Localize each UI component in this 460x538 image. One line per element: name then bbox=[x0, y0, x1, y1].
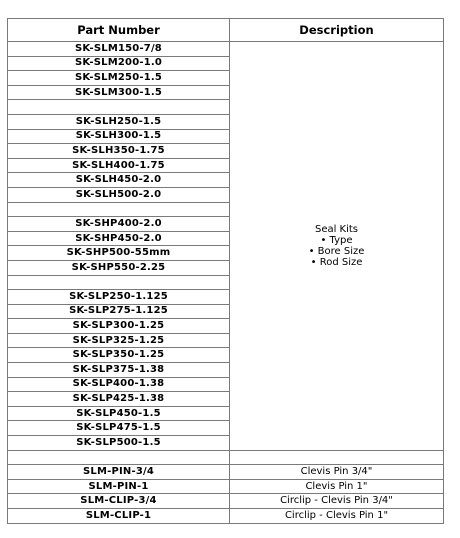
part-number-cell: SLM-CLIP-3/4 bbox=[8, 494, 230, 509]
part-number-cell: SK-SHP400-2.0 bbox=[8, 217, 230, 232]
part-number-cell: SK-SLH250-1.5 bbox=[8, 114, 230, 129]
part-number-header: Part Number bbox=[8, 19, 230, 42]
header-row bbox=[8, 19, 444, 42]
table-row bbox=[8, 494, 444, 509]
part-number-cell: SLM-PIN-3/4 bbox=[8, 465, 230, 480]
separator-row bbox=[8, 450, 444, 465]
part-number-cell: SLM-CLIP-1 bbox=[8, 509, 230, 524]
description-cell: Clevis Pin 3/4" bbox=[230, 465, 444, 480]
part-number-cell: SK-SLM150-7/8 bbox=[8, 42, 230, 57]
part-number-cell: SK-SLP375-1.38 bbox=[8, 363, 230, 378]
description-cell: Circlip - Clevis Pin 1" bbox=[230, 509, 444, 524]
part-number-cell: SK-SLH300-1.5 bbox=[8, 129, 230, 144]
seal-kit-bullet: • Type bbox=[320, 234, 353, 246]
part-number-cell: SK-SLP500-1.5 bbox=[8, 436, 230, 451]
part-number-cell: SK-SLP350-1.25 bbox=[8, 348, 230, 363]
description-cell: Circlip - Clevis Pin 3/4" bbox=[230, 494, 444, 509]
table-row bbox=[8, 42, 444, 57]
part-number-cell: SK-SLP275-1.125 bbox=[8, 304, 230, 319]
seal-kit-bullet: • Rod Size bbox=[310, 256, 363, 268]
part-number-cell: SK-SLH500-2.0 bbox=[8, 187, 230, 202]
part-number-cell: SK-SHP550-2.25 bbox=[8, 260, 230, 275]
part-number-cell: SK-SHP500-55mm bbox=[8, 246, 230, 261]
description-cell: Clevis Pin 1" bbox=[230, 479, 444, 494]
part-number-cell: SK-SLP425-1.38 bbox=[8, 392, 230, 407]
table-row bbox=[8, 465, 444, 480]
table-row bbox=[8, 479, 444, 494]
part-number-cell: SK-SLP475-1.5 bbox=[8, 421, 230, 436]
blank-cell bbox=[8, 202, 230, 217]
table-body bbox=[8, 42, 444, 524]
description-header: Description bbox=[230, 19, 444, 42]
part-number-cell: SK-SLP300-1.25 bbox=[8, 319, 230, 334]
part-number-cell: SK-SHP450-2.0 bbox=[8, 231, 230, 246]
blank-cell bbox=[8, 100, 230, 115]
part-number-cell: SK-SLH400-1.75 bbox=[8, 158, 230, 173]
blank-cell bbox=[8, 450, 230, 465]
part-number-cell: SK-SLP450-1.5 bbox=[8, 406, 230, 421]
seal-kit-bullet: • Bore Size bbox=[308, 245, 365, 257]
seal-kit-title: Seal Kits bbox=[314, 223, 359, 235]
part-number-cell: SK-SLP250-1.125 bbox=[8, 290, 230, 305]
parts-table bbox=[7, 18, 444, 524]
blank-cell bbox=[8, 275, 230, 290]
part-number-cell: SK-SLM300-1.5 bbox=[8, 85, 230, 100]
blank-cell bbox=[230, 450, 444, 465]
table-row bbox=[8, 509, 444, 524]
part-number-cell: SK-SLH450-2.0 bbox=[8, 173, 230, 188]
part-number-cell: SLM-PIN-1 bbox=[8, 479, 230, 494]
part-number-cell: SK-SLH350-1.75 bbox=[8, 144, 230, 159]
part-number-cell: SK-SLM200-1.0 bbox=[8, 56, 230, 71]
seal-kit-description-cell bbox=[230, 42, 444, 451]
part-number-cell: SK-SLM250-1.5 bbox=[8, 71, 230, 86]
part-number-cell: SK-SLP400-1.38 bbox=[8, 377, 230, 392]
part-number-cell: SK-SLP325-1.25 bbox=[8, 333, 230, 348]
